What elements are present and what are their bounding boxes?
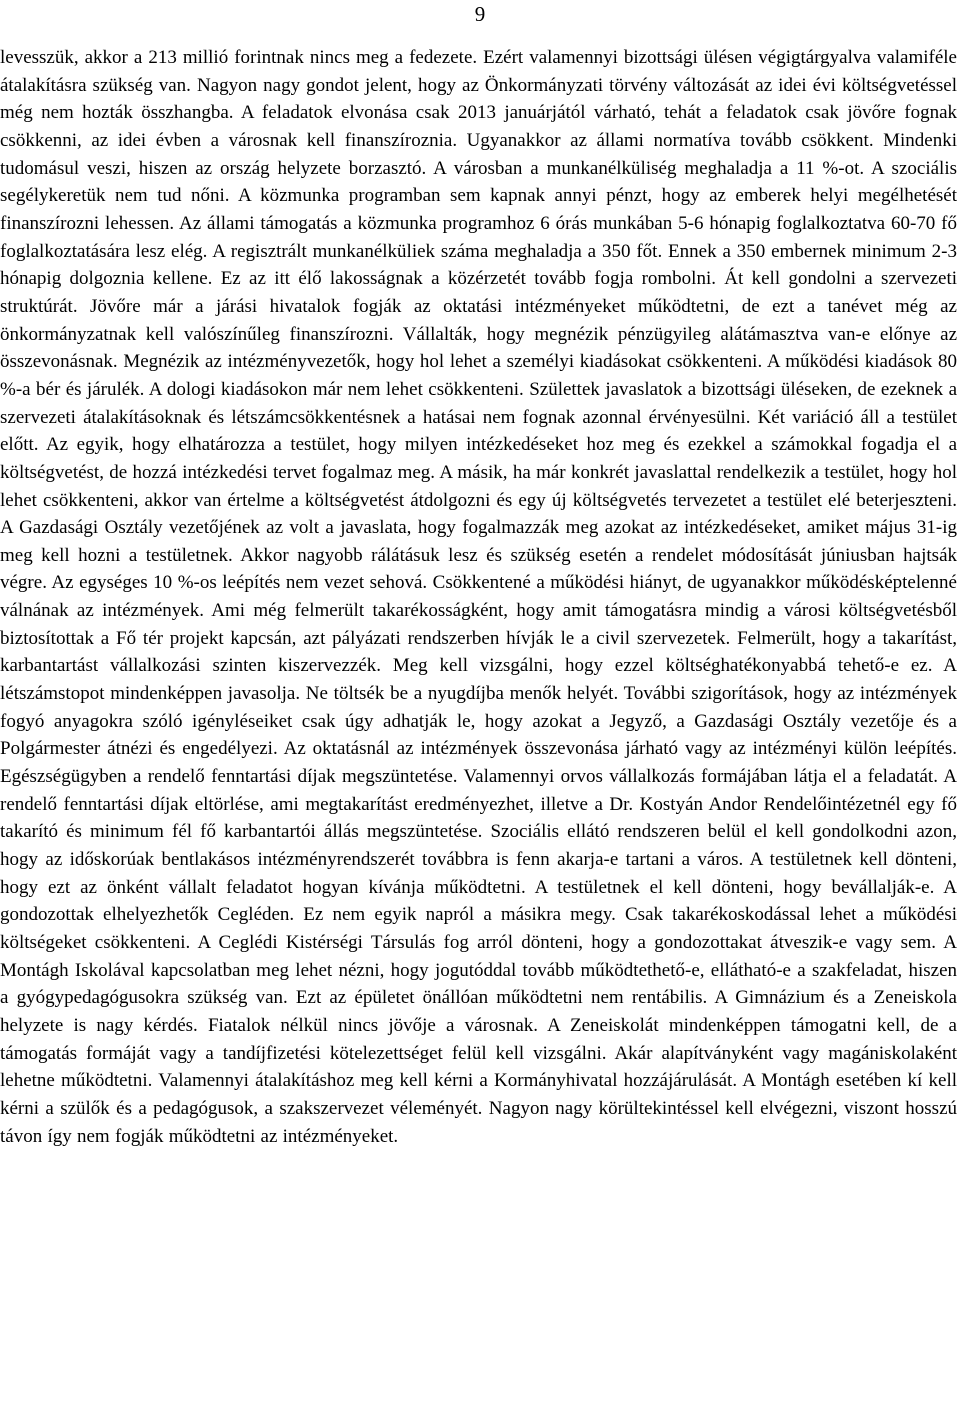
body-paragraph: levesszük, akkor a 213 millió forintnak nincs meg a fedezete. Ezért valamennyi bizottsági ülésen végigtárgyalva valamiféle átalakításra szükség van. Nagyon nagy gondot jelent, hogy az Önkormányzati törvény változását az idei évi költségvetéssel még nem hozták összhangba. A feladatok elvonása csak 2013 januárjától várható, tehát a feladatok csak jövőre fognak csökkenni, az idei évben a városnak kell finanszíroznia. Ugyanakkor az állami normatíva tovább csökkent. Mindenki tudomásul veszi, hiszen az ország helyzete borzasztó. A városban a munkanélküliség meghaladja a 11 %-ot. A szociális segélykeretük nem tud nőni. A közmunka programban sem kapnak annyi pénzt, hogy az emberek helyi megélhetését finanszírozni lehessen. Az állami támogatás a közmunka programhoz 6 órás munkában 5-6 hónapig foglalkoztatva 60-70 fő foglalkoztatására lesz elég. A regisztrált munkanélküliek száma meghaladja a 350 főt. Ennek a 350 embernek minimum 2-3 hónapig dolgoznia kellene. Ez az itt élő lakosságnak a közérzetét tovább fogja rombolni. Át kell gondolni a szervezeti struktúrát. Jövőre már a járási hivatalok fogják az oktatási intézményeket működtetni, de ezt a tanévet még az önkormányzatnak kell valószínűleg finanszírozni. Vállalták, hogy megnézik pénzügyileg alátámasztva van-e előnye az összevonásnak. Megnézik az intézményvezetők, hogy hol lehet a személyi kiadásokat csökkenteni. A működési kiadások 80 %-a bér és járulék. A dologi kiadásokon már nem lehet csökkenteni. Születtek javaslatok a bizottsági üléseken, de ezeknek a szervezeti átalakításoknak és létszámcsökkentésnek a hatásai nem fognak azonnal érvényesülni. Két variáció áll a testület előtt. Az egyik, hogy elhatározza a testület, hogy milyen intézkedéseket hoz meg és ezekkel a számokkal fogadja el a költségvetést, de hozzá intézkedési tervet fogalmaz meg. A másik, ha már konkrét javaslattal rendelkezik a testület, hogy hol lehet csökkenteni, akkor van értelme a költségvetést átdolgozni és egy új költségvetés tervezetet a testület elé beterjeszteni. A Gazdasági Osztály vezetőjének az volt a javaslata, hogy fogalmazzák meg azokat az intézkedéseket, amiket május 31-ig meg kell hozni a testületnek. Akkor nagyobb rálátásuk lesz és szükség esetén a rendelet módosítását júniusban hajtsák végre. Az egységes 10 %-os leépítés nem vezet sehová. Csökkentené a működési hiányt, de ugyanakkor működésképtelenné válnának az intézmények. Ami még felmerült takarékosságként, hogy amit támogatásra mindig a városi költségvetésből biztosítottak a Fő tér projekt kapcsán, azt pályázati rendszerben hívják le a civil szervezetek. Felmerült, hogy a takarítást, karbantartást vállalkozási szinten kiszervezzék. Meg kell vizsgálni, hogy ezzel költséghatékonyabbá tehető-e ez. A létszámstopot mindenképpen javasolja. Ne töltsék be a nyugdíjba menők helyét. További szigorítások, hogy az intézmények fogyó anyagokra szóló igényléseiket csak úgy adhatják le, hogy azokat a Jegyző, a Gazdasági Osztály vezetője és a Polgármester átnézi és engedélyezi. Az oktatásnál az intézmények összevonása járható vagy az intézményi külön leépítés. Egészségügyben a rendelő fenntartási díjak megszüntetése. Valamennyi orvos vállalkozás formájában látja el a feladatát. A rendelő fenntartási díjak eltörlése, ami megtakarítást eredményezhet, illetve a Dr. Kostyán Andor Rendelőintézetnél egy fő takarító és minimum fél fő karbantartói állás megszüntetése. Szociális ellátó rendszeren belül el kell gondolkodni azon, hogy az időskorúak bentlakásos intézményrendszerét továbbra is fenn akarja-e tartani a város. A testületnek kell dönteni, hogy ezt az önként vállalt feladatot hogyan kívánja működtetni. A testületnek el kell dönteni, hogy bevállalják-e. A gondozottak elhelyezhetők Cegléden. Ez nem egyik napról a másikra megy. Csak takarékoskodással lehet a működési költségeket csökkenteni. A Ceglédi Kistérségi Társulás fog arról dönteni, hogy a gondozottakat átveszik-e vagy sem. A Montágh Iskolával kapcsolatban meg lehet nézni, hogy jogutóddal tovább működtethető-e, ellátható-e a szakfeladat, hiszen a gyógypedagógusokra szükség van. Ezt az épületet önállóan működtetni nem rentábilis. A Gimnázium és a Zeneiskola helyzete is nagy kérdés. Fiatalok nélkül nincs jövője a városnak. A Zeneiskolát mindenképpen támogatni kell, de a támogatás formáját vagy a tandíjfizetési kötelezettséget felül kell vizsgálni. Akár alapítványként vagy magániskolaként lehetne működtetni. Valamennyi átalakításhoz meg kell kérni a Kormányhivatal hozzájárulását. A Montágh esetében kí kell kérni a szülők és a pedagógusok, a szakszervezet véleményét. Nagyon nagy körültekintéssel kell elvégezni, viszont hosszú távon így nem fogják működtetni az intézményeket. xyxy=(0,47,957,1147)
page-number: 9 xyxy=(474,2,486,26)
